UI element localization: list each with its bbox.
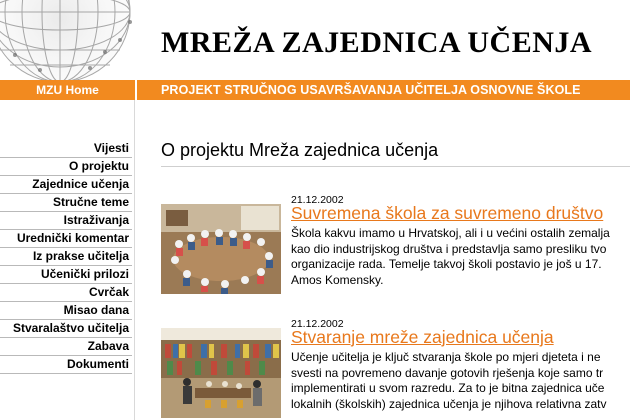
sidebar-item-strucne-teme[interactable] (0, 194, 132, 212)
sidebar-item-stvaralastvo-ucitelja[interactable] (0, 320, 132, 338)
sidebar-item-vijesti[interactable] (0, 140, 132, 158)
sidebar-item-dokumenti[interactable] (0, 356, 132, 374)
sidebar-link[interactable]: Vijesti (93, 141, 129, 155)
excerpt-line: lokalnih (školskih) zajednica učenja je njihova relativna zatv (291, 396, 607, 411)
sidebar-item-zajednice-ucenja[interactable] (0, 176, 132, 194)
globe-logo-icon (0, 0, 145, 80)
sidebar-item-cvrcak[interactable] (0, 284, 132, 302)
article-date: 21.12.2002 (291, 194, 344, 206)
article-photo-classroom-circle[interactable] (161, 204, 281, 294)
excerpt-line: svesti na povremeno davanje gotovih rješenja koje samo tr (291, 365, 604, 380)
article-title-link[interactable]: Suvremena škola za suvremeno društvo (291, 203, 604, 223)
home-link[interactable]: MZU Home (36, 83, 99, 97)
sidebar-item-o-projektu[interactable] (0, 158, 132, 176)
sidebar-link[interactable]: O projektu (68, 159, 129, 173)
article-date: 21.12.2002 (291, 318, 344, 330)
article-photo-library[interactable] (161, 328, 281, 418)
sidebar-link[interactable]: Urednički komentar (16, 231, 129, 245)
sidebar-link[interactable]: Dokumenti (66, 357, 129, 371)
sidebar-nav (0, 140, 132, 374)
sidebar-link[interactable]: Cvrčak (88, 285, 129, 299)
site-header (0, 0, 630, 80)
sidebar-link[interactable]: Iz prakse učitelja (32, 249, 129, 263)
sidebar-item-istrazivanja[interactable] (0, 212, 132, 230)
excerpt-line: Učenje učitelja je ključ stvaranja škole po mjeri djeteta i ne (291, 350, 601, 364)
sidebar-item-urednicki-komentar[interactable] (0, 230, 132, 248)
excerpt-line: Škola kakvu imamo u Hrvatskoj, ali i u većini ostalih zemalja (291, 226, 610, 240)
article-excerpt (291, 350, 630, 412)
sidebar-link[interactable]: Stručne teme (52, 195, 129, 209)
main-content (161, 100, 630, 420)
sidebar-item-zabava[interactable] (0, 338, 132, 356)
sidebar-item-misao-dana[interactable] (0, 302, 132, 320)
project-title: PROJEKT STRUČNOG USAVRŠAVANJA UČITELJA OSNOVNE ŠKOLE (161, 83, 581, 97)
sidebar-item-iz-prakse-ucitelja[interactable] (0, 248, 132, 266)
page-title: O projektu Mreža zajednica učenja (161, 140, 439, 160)
sidebar-item-ucenicki-prilozi[interactable] (0, 266, 132, 284)
site-title: MREŽA ZAJEDNICA UČENJA (161, 26, 593, 59)
heading-divider (161, 166, 630, 167)
sidebar-divider (134, 100, 135, 420)
sidebar-link[interactable]: Misao dana (63, 303, 129, 317)
excerpt-line: implementirati u svom razredu. Za to je bitna zajednica uče (291, 381, 605, 395)
sidebar-link[interactable]: Istraživanja (63, 213, 129, 227)
sidebar-link[interactable]: Stvaralaštvo učitelja (12, 321, 129, 335)
excerpt-line: kao dio industrijskog društva i predstavlja samo presliku tvo (291, 241, 607, 256)
sidebar-link[interactable]: Učenički prilozi (40, 267, 129, 281)
article-title-link[interactable]: Stvaranje mreže zajednica učenja (291, 327, 554, 347)
excerpt-line: organizacije rada. Temelje takvoj školi postavio je još u 17. (291, 257, 602, 271)
sidebar-link[interactable]: Zabava (87, 339, 129, 353)
sidebar (0, 100, 136, 420)
excerpt-line: Amos Komensky. (291, 272, 384, 287)
article-excerpt (291, 226, 630, 288)
bar-divider (135, 80, 137, 100)
sidebar-link[interactable]: Zajednice učenja (32, 177, 129, 191)
top-navigation-bar (0, 80, 630, 100)
